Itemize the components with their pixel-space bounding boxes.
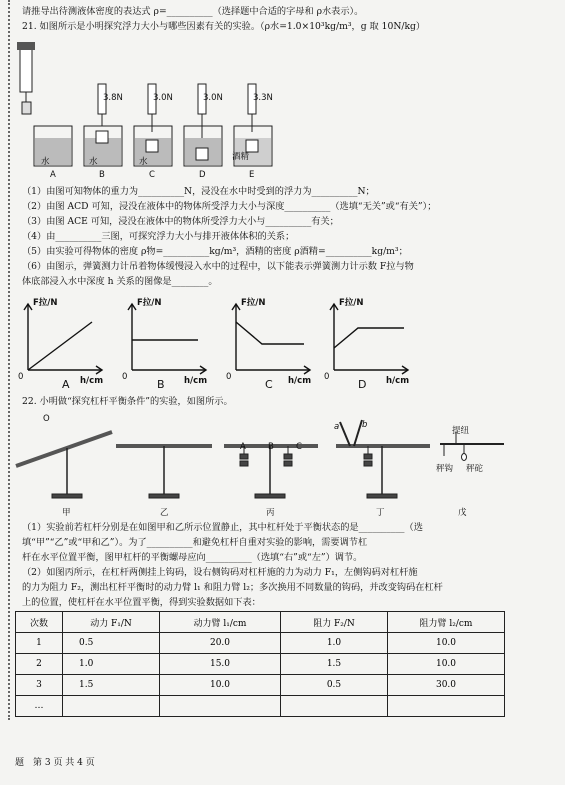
steelyard-hook: 秤钩 <box>436 464 454 474</box>
q22-item-2b: 的力为阻力 F₂，测出杠杆平衡时的动力臂 l₁ 和阻力臂 l₂；多次换用不同数量的钩码，并改变钩码在杠杆 <box>22 582 443 593</box>
letter-a: A <box>50 170 56 180</box>
steelyard-handle: 提纽 <box>452 426 470 436</box>
reading-c: 3.0N <box>153 93 173 103</box>
lever-label-b: B <box>268 442 274 452</box>
table-cell: 3 <box>16 675 63 696</box>
q21-item-3: （3）由图 ACE 可知，浸没在液体中的物体所受浮力大小与__________有关； <box>22 216 339 227</box>
q21-item-1: （1）由图可知物体的重力为__________N，浸没在水中时受到的浮力为__________N； <box>22 186 375 197</box>
table-header-row <box>16 612 505 633</box>
table-cell: 15.0 <box>160 654 281 675</box>
q21-item-6a: （6）由图示，弹簧测力计吊着物体缓慢浸入水中的过程中，以下能表示弹簧测力计示数 F拉与物 <box>22 261 414 272</box>
liquid-e: 酒精 <box>232 152 250 162</box>
graph-b-ylabel: F拉/N <box>137 298 162 308</box>
q22-item-2c: 上的位置，使杠杆在水平位置平衡，得到实验数据如下表： <box>22 597 261 608</box>
graph-b-xlabel: h/cm <box>184 376 208 386</box>
table-header: 动力 F₁/N <box>63 612 160 633</box>
graph-a-xlabel: h/cm <box>80 376 104 386</box>
table-cell: 20.0 <box>160 633 281 654</box>
graph-c-origin: 0 <box>226 372 232 382</box>
q22-item-1a: （1）实验前若杠杆分别是在如图甲和乙所示位置静止，其中杠杆处于平衡状态的是__________（选 <box>22 522 423 533</box>
q21-item-5: （5）由实验可得物体的密度 ρ物=__________kg/m³，酒精的密度 ρ酒精=__________kg/m³； <box>22 246 408 257</box>
table-cell <box>63 696 160 717</box>
table-cell: 1.0 <box>281 633 388 654</box>
lever-label-c: C <box>296 442 302 452</box>
fig-label-wu: 戊 <box>458 508 467 518</box>
q21-item-2: （2）由图 ACD 可知，浸没在液体中的物体所受浮力大小与深度__________（选填“无关”或“有关”）； <box>22 201 437 212</box>
table-cell: 10.0 <box>388 654 505 675</box>
table-cell: 30.0 <box>388 675 505 696</box>
page-footer: 题 第 3 页 共 4 页 <box>15 758 95 768</box>
lever-label-b-small: b <box>362 420 368 430</box>
lever-label-o: O <box>43 414 50 424</box>
table-row <box>16 675 505 696</box>
letter-d: D <box>199 170 206 180</box>
graph-d-line <box>334 328 404 348</box>
q22-item-1b: 填“甲”“乙”或“甲和乙”）。为了__________和避免杠杆自重对实验的影响，需要调节杠 <box>22 537 368 548</box>
reading-b: 3.8N <box>103 93 123 103</box>
table-header: 动力臂 l₁/cm <box>160 612 281 633</box>
fig-label-yi: 乙 <box>160 508 169 518</box>
table-row <box>16 633 505 654</box>
table-cell: 1.5 <box>281 654 388 675</box>
table-cell <box>160 696 281 717</box>
reading-e: 3.3N <box>253 93 273 103</box>
graph-b-origin: 0 <box>122 372 128 382</box>
table-row <box>16 654 505 675</box>
table-cell: 1.5 <box>63 675 160 696</box>
liquid-c: 水 <box>139 157 148 167</box>
table-cell: 0.5 <box>63 633 160 654</box>
q22-stem: 22. 小明做“探究杠杆平衡条件”的实验，如图所示。 <box>22 396 233 407</box>
figure-a <box>17 42 72 166</box>
graph-d-origin: 0 <box>324 372 330 382</box>
letter-b: B <box>99 170 105 180</box>
graph-d-ylabel: F拉/N <box>339 298 364 308</box>
fig-label-bing: 丙 <box>266 508 275 518</box>
steelyard-weight: 秤砣 <box>466 464 484 474</box>
lever-data-table <box>15 611 505 717</box>
table-cell <box>281 696 388 717</box>
q20-tail: 请推导出待测液体密度的表达式 ρ=__________（选择题中合适的字母和 ρ水表示）。 <box>22 6 364 17</box>
graph-c-letter: C <box>265 378 273 391</box>
table-cell: 1.0 <box>63 654 160 675</box>
letter-e: E <box>249 170 255 180</box>
fig-label-ding: 丁 <box>376 508 385 518</box>
lever-label-a-small: a <box>334 422 340 432</box>
graph-a-letter: A <box>62 378 70 391</box>
graph-c-line <box>236 322 304 344</box>
graph-d-xlabel: h/cm <box>386 376 410 386</box>
table-cell: 10.0 <box>388 633 505 654</box>
table-cell: 0.5 <box>281 675 388 696</box>
table-header: 阻力臂 l₂/cm <box>388 612 505 633</box>
graph-c-xlabel: h/cm <box>288 376 312 386</box>
table-row <box>16 696 505 717</box>
q21-stem: 21. 如图所示是小明探究浮力大小与哪些因素有关的实验。（ρ水=1.0×10³kg/m³，g 取 10N/kg） <box>22 21 426 32</box>
graph-a-ylabel: F拉/N <box>33 298 58 308</box>
table-cell <box>388 696 505 717</box>
table-cell: 1 <box>16 633 63 654</box>
q21-item-4: （4）由__________三图，可探究浮力大小与排开液体体积的关系； <box>22 231 295 242</box>
table-cell: … <box>16 696 63 717</box>
lever-label-a: A <box>240 442 246 452</box>
table-header: 阻力 F₂/N <box>281 612 388 633</box>
graph-a-line <box>28 322 92 370</box>
graph-d-letter: D <box>358 378 367 391</box>
q22-item-1c: 杆在水平位置平衡，图甲杠杆的平衡螺母应向__________（选填“右”或“左”）调节。 <box>22 552 363 563</box>
liquid-a: 水 <box>41 157 50 167</box>
table-cell: 10.0 <box>160 675 281 696</box>
reading-d: 3.0N <box>203 93 223 103</box>
q21-item-6b: 体底部浸入水中深度 h 关系的图像是________。 <box>22 276 218 287</box>
q22-item-2a: （2）如图丙所示，在杠杆两侧挂上钩码，设右侧钩码对杠杆施的力为动力 F₁，左侧钩码对杠杆施 <box>22 567 418 578</box>
graph-b-letter: B <box>157 378 165 391</box>
q21-figure <box>12 34 292 180</box>
q21-graphs <box>14 292 434 392</box>
table-header: 次数 <box>16 612 63 633</box>
table-cell: 2 <box>16 654 63 675</box>
letter-c: C <box>149 170 155 180</box>
graph-c-ylabel: F拉/N <box>241 298 266 308</box>
liquid-b: 水 <box>89 157 98 167</box>
graph-a-origin: 0 <box>18 372 24 382</box>
fig-label-jia: 甲 <box>62 508 71 518</box>
